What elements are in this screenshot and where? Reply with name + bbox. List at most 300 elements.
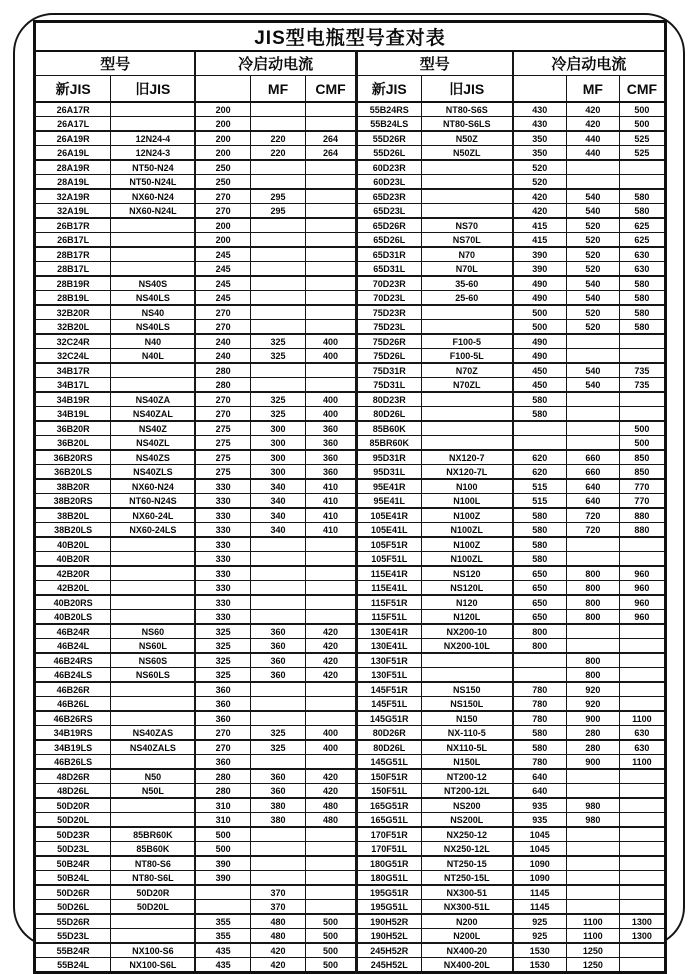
- cell-cmf-left: 360: [306, 421, 356, 436]
- cell-cmf-left: [306, 755, 356, 770]
- cell-mf-left: [250, 552, 306, 567]
- cell-new-jis-left: 48D26R: [35, 769, 111, 784]
- cell-mf-left: [250, 711, 306, 726]
- cell-old-jis-right: [421, 421, 512, 436]
- cell-new-jis-right: 195G51R: [356, 885, 421, 900]
- cell-mf-right: [566, 842, 619, 857]
- cell-cca-left: 310: [195, 798, 250, 813]
- cell-cca-right: 1530: [513, 943, 567, 958]
- cell-cmf-left: 400: [306, 407, 356, 422]
- cell-mf-left: [250, 566, 306, 581]
- cell-cmf-left: [306, 871, 356, 886]
- cell-cca-left: 280: [195, 378, 250, 393]
- cell-cmf-left: 360: [306, 436, 356, 451]
- cell-cmf-left: [306, 827, 356, 842]
- cell-new-jis-left: 50D20R: [35, 798, 111, 813]
- cell-cca-left: 360: [195, 711, 250, 726]
- cell-cmf-left: 500: [306, 958, 356, 973]
- cell-old-jis-left: NS40: [111, 305, 196, 320]
- table-row: [35, 450, 666, 465]
- table-row: [35, 755, 666, 770]
- cell-old-jis-right: NS150: [421, 682, 512, 697]
- cell-cmf-right: [619, 900, 665, 915]
- cell-cmf-left: [306, 885, 356, 900]
- cell-cca-left: 390: [195, 856, 250, 871]
- cell-cca-left: 270: [195, 189, 250, 204]
- cell-old-jis-left: NS40ZA: [111, 392, 196, 407]
- cell-old-jis-left: 50D20L: [111, 900, 196, 915]
- cell-new-jis-right: 150F51R: [356, 769, 421, 784]
- cell-mf-left: [250, 856, 306, 871]
- cell-mf-left: 370: [250, 900, 306, 915]
- cell-cmf-right: [619, 653, 665, 668]
- cell-cca-right: 580: [513, 523, 567, 538]
- cell-old-jis-right: NS120: [421, 566, 512, 581]
- cell-old-jis-left: NS40ZAL: [111, 407, 196, 422]
- cell-old-jis-left: 85B60K: [111, 842, 196, 857]
- cell-mf-left: 380: [250, 798, 306, 813]
- cell-cmf-left: 400: [306, 726, 356, 741]
- cell-old-jis-right: NT80-S6LS: [421, 117, 512, 132]
- cell-mf-left: [250, 610, 306, 625]
- cell-new-jis-left: 50D20L: [35, 813, 111, 828]
- cell-mf-right: 660: [566, 465, 619, 480]
- cell-new-jis-right: 65D31R: [356, 247, 421, 262]
- cell-mf-left: 300: [250, 465, 306, 480]
- cell-cmf-right: 630: [619, 726, 665, 741]
- cell-cca-right: 1145: [513, 900, 567, 915]
- cell-old-jis-right: NT200-12L: [421, 784, 512, 799]
- cell-old-jis-right: NT250-15L: [421, 871, 512, 886]
- cell-mf-right: [566, 856, 619, 871]
- cell-old-jis-right: [421, 175, 512, 190]
- cell-mf-left: [250, 218, 306, 233]
- table-row: [35, 537, 666, 552]
- cell-cca-right: 620: [513, 465, 567, 480]
- cell-cca-left: 390: [195, 871, 250, 886]
- cell-cca-left: 270: [195, 740, 250, 755]
- cell-mf-left: [250, 102, 306, 117]
- cell-old-jis-right: N100ZL: [421, 523, 512, 538]
- cell-old-jis-right: NS70L: [421, 233, 512, 248]
- cell-old-jis-right: NS70: [421, 218, 512, 233]
- cell-cca-left: 275: [195, 436, 250, 451]
- cell-cmf-left: 420: [306, 769, 356, 784]
- cell-cca-left: 310: [195, 813, 250, 828]
- cell-new-jis-left: 50D23R: [35, 827, 111, 842]
- cell-old-jis-right: NX250-12: [421, 827, 512, 842]
- cell-new-jis-right: 145G51R: [356, 711, 421, 726]
- cell-cmf-right: [619, 175, 665, 190]
- cell-new-jis-right: 170F51R: [356, 827, 421, 842]
- cell-mf-right: 520: [566, 262, 619, 277]
- cell-cca-left: [195, 900, 250, 915]
- cell-mf-left: 360: [250, 624, 306, 639]
- cell-mf-left: 300: [250, 421, 306, 436]
- table-row: [35, 813, 666, 828]
- cell-cca-right: 490: [513, 334, 567, 349]
- cell-old-jis-right: N120L: [421, 610, 512, 625]
- cell-old-jis-right: N200: [421, 914, 512, 929]
- cell-cmf-right: [619, 842, 665, 857]
- cell-mf-right: 800: [566, 595, 619, 610]
- table-row: [35, 320, 666, 335]
- cell-cmf-left: [306, 320, 356, 335]
- cell-new-jis-left: 28B17L: [35, 262, 111, 277]
- cell-cmf-right: 960: [619, 610, 665, 625]
- cell-old-jis-left: NX60-N24L: [111, 204, 196, 219]
- table-row: [35, 276, 666, 291]
- cell-old-jis-left: [111, 610, 196, 625]
- cell-cca-left: 435: [195, 958, 250, 973]
- cell-new-jis-left: 28B17R: [35, 247, 111, 262]
- cell-cmf-left: [306, 537, 356, 552]
- cell-cmf-left: [306, 566, 356, 581]
- cell-mf-left: [250, 363, 306, 378]
- header-model-group-left: 型号: [35, 51, 196, 76]
- cell-mf-left: 360: [250, 769, 306, 784]
- cell-mf-left: [250, 595, 306, 610]
- cell-mf-right: [566, 624, 619, 639]
- cell-cmf-left: [306, 218, 356, 233]
- cell-new-jis-left: 42B20R: [35, 566, 111, 581]
- cell-cmf-right: 960: [619, 566, 665, 581]
- cell-old-jis-left: NS60: [111, 624, 196, 639]
- cell-cca-left: 360: [195, 755, 250, 770]
- cell-new-jis-right: 55D26R: [356, 131, 421, 146]
- cell-mf-right: 720: [566, 523, 619, 538]
- cell-new-jis-left: 50D23L: [35, 842, 111, 857]
- table-row: [35, 842, 666, 857]
- cell-mf-right: 920: [566, 697, 619, 712]
- cell-cca-right: 520: [513, 175, 567, 190]
- cell-mf-left: [250, 262, 306, 277]
- cell-old-jis-right: N50ZL: [421, 146, 512, 161]
- cell-cmf-right: 770: [619, 479, 665, 494]
- cell-cmf-left: [306, 552, 356, 567]
- header-cmf-left: CMF: [306, 76, 356, 103]
- cell-cmf-right: [619, 639, 665, 654]
- cell-new-jis-right: 115F51R: [356, 595, 421, 610]
- cell-cca-right: 580: [513, 508, 567, 523]
- cell-new-jis-right: 165G51L: [356, 813, 421, 828]
- cell-cca-right: 490: [513, 291, 567, 306]
- cell-new-jis-right: 105E41L: [356, 523, 421, 538]
- cell-old-jis-left: [111, 798, 196, 813]
- cell-mf-left: [250, 276, 306, 291]
- cell-mf-right: 640: [566, 479, 619, 494]
- table-row: [35, 392, 666, 407]
- cell-mf-left: [250, 320, 306, 335]
- cell-cmf-right: [619, 160, 665, 175]
- cell-cmf-right: [619, 827, 665, 842]
- cell-new-jis-left: 28B19R: [35, 276, 111, 291]
- cell-cca-right: 935: [513, 813, 567, 828]
- cell-old-jis-left: NT60-N24S: [111, 494, 196, 509]
- cell-old-jis-left: [111, 117, 196, 132]
- cell-old-jis-left: NS40ZS: [111, 450, 196, 465]
- cell-old-jis-right: N100Z: [421, 508, 512, 523]
- cell-cca-right: 415: [513, 218, 567, 233]
- cell-cmf-right: 580: [619, 276, 665, 291]
- cell-old-jis-left: [111, 581, 196, 596]
- cell-new-jis-right: 75D23L: [356, 320, 421, 335]
- table-row: [35, 740, 666, 755]
- cell-cmf-right: [619, 798, 665, 813]
- cell-new-jis-left: 26A17R: [35, 102, 111, 117]
- cell-mf-left: [250, 697, 306, 712]
- table-row: [35, 595, 666, 610]
- cell-cmf-left: [306, 595, 356, 610]
- cell-cmf-left: [306, 900, 356, 915]
- cell-old-jis-right: NS200L: [421, 813, 512, 828]
- table-row: [35, 160, 666, 175]
- cell-cmf-right: [619, 668, 665, 683]
- cell-mf-left: [250, 160, 306, 175]
- cell-cca-left: 240: [195, 349, 250, 364]
- cell-cca-left: 250: [195, 175, 250, 190]
- table-row: [35, 581, 666, 596]
- cell-mf-right: 540: [566, 291, 619, 306]
- cell-new-jis-left: 55D23L: [35, 929, 111, 944]
- cell-old-jis-left: [111, 682, 196, 697]
- cell-mf-left: [250, 117, 306, 132]
- cell-old-jis-left: [111, 262, 196, 277]
- cell-cmf-right: 1300: [619, 914, 665, 929]
- cell-new-jis-left: 46B24L: [35, 639, 111, 654]
- cell-old-jis-right: NX200-10: [421, 624, 512, 639]
- cell-old-jis-left: 85BR60K: [111, 827, 196, 842]
- cell-old-jis-right: NX110-5L: [421, 740, 512, 755]
- cell-old-jis-left: [111, 813, 196, 828]
- cell-mf-right: 900: [566, 755, 619, 770]
- cell-cmf-right: [619, 334, 665, 349]
- cell-new-jis-right: 245H52R: [356, 943, 421, 958]
- cell-cmf-right: 580: [619, 320, 665, 335]
- cell-old-jis-left: NT50-N24L: [111, 175, 196, 190]
- cell-new-jis-right: 130F51R: [356, 653, 421, 668]
- cell-old-jis-right: N50Z: [421, 131, 512, 146]
- cell-cca-right: 450: [513, 363, 567, 378]
- cell-mf-right: [566, 900, 619, 915]
- cell-old-jis-right: N100Z: [421, 537, 512, 552]
- cell-cca-right: 640: [513, 769, 567, 784]
- cell-mf-right: [566, 407, 619, 422]
- cell-new-jis-left: 34B19LS: [35, 740, 111, 755]
- header-mf-left: MF: [250, 76, 306, 103]
- cell-cmf-left: [306, 378, 356, 393]
- cell-old-jis-right: NT250-15: [421, 856, 512, 871]
- cell-cca-right: 1090: [513, 871, 567, 886]
- cell-mf-right: 540: [566, 378, 619, 393]
- cell-new-jis-left: 55B24R: [35, 943, 111, 958]
- table-row: [35, 885, 666, 900]
- cell-mf-right: 540: [566, 189, 619, 204]
- cell-cmf-left: [306, 204, 356, 219]
- cell-cca-right: 390: [513, 262, 567, 277]
- cell-old-jis-right: [421, 189, 512, 204]
- header-new-jis-left: 新JIS: [35, 76, 111, 103]
- cell-cca-left: 280: [195, 784, 250, 799]
- cell-cmf-right: 500: [619, 102, 665, 117]
- cell-new-jis-right: 130F51L: [356, 668, 421, 683]
- table-row: [35, 769, 666, 784]
- cell-cca-right: 350: [513, 131, 567, 146]
- cell-mf-left: 300: [250, 436, 306, 451]
- cell-new-jis-left: 26A19R: [35, 131, 111, 146]
- table-row: [35, 204, 666, 219]
- table-row: [35, 494, 666, 509]
- cell-new-jis-right: 115E41R: [356, 566, 421, 581]
- cell-old-jis-left: [111, 363, 196, 378]
- cell-old-jis-right: NX120-7L: [421, 465, 512, 480]
- cell-mf-left: 325: [250, 392, 306, 407]
- cell-cca-right: 650: [513, 610, 567, 625]
- cell-cmf-right: [619, 537, 665, 552]
- cell-mf-left: 300: [250, 450, 306, 465]
- cell-cca-right: 420: [513, 189, 567, 204]
- table-row: [35, 711, 666, 726]
- cell-mf-right: 520: [566, 305, 619, 320]
- table-row: [35, 233, 666, 248]
- cell-cca-right: 580: [513, 740, 567, 755]
- table-row: [35, 929, 666, 944]
- cell-new-jis-right: 65D26R: [356, 218, 421, 233]
- cell-cmf-left: [306, 842, 356, 857]
- cell-cca-right: 640: [513, 784, 567, 799]
- cell-cca-right: 350: [513, 146, 567, 161]
- cell-cca-left: 330: [195, 479, 250, 494]
- cell-old-jis-left: [111, 566, 196, 581]
- cell-cca-right: [513, 668, 567, 683]
- cell-cmf-left: 410: [306, 479, 356, 494]
- cell-mf-right: 640: [566, 494, 619, 509]
- cell-mf-right: [566, 885, 619, 900]
- cell-mf-left: 295: [250, 204, 306, 219]
- cell-mf-right: 800: [566, 668, 619, 683]
- cell-new-jis-right: 75D31L: [356, 378, 421, 393]
- cell-mf-left: 325: [250, 349, 306, 364]
- cell-cca-right: 580: [513, 392, 567, 407]
- cell-mf-right: [566, 871, 619, 886]
- cell-cmf-left: 400: [306, 349, 356, 364]
- cell-mf-right: [566, 827, 619, 842]
- table-row: [35, 131, 666, 146]
- cell-cca-right: 490: [513, 276, 567, 291]
- cell-old-jis-right: N100ZL: [421, 552, 512, 567]
- cell-new-jis-right: 65D23R: [356, 189, 421, 204]
- cell-cca-right: 935: [513, 798, 567, 813]
- cell-mf-left: 325: [250, 334, 306, 349]
- cell-cmf-right: [619, 392, 665, 407]
- cell-cca-right: 620: [513, 450, 567, 465]
- cell-old-jis-right: [421, 305, 512, 320]
- cell-old-jis-left: N40L: [111, 349, 196, 364]
- cell-mf-left: 340: [250, 523, 306, 538]
- cell-new-jis-left: 34B19R: [35, 392, 111, 407]
- cell-cca-right: 515: [513, 494, 567, 509]
- cell-mf-right: [566, 552, 619, 567]
- cell-new-jis-right: 180G51L: [356, 871, 421, 886]
- cell-cca-left: 360: [195, 682, 250, 697]
- cell-new-jis-right: 145G51L: [356, 755, 421, 770]
- cell-old-jis-left: NS40ZLS: [111, 465, 196, 480]
- cell-cca-right: 1530: [513, 958, 567, 973]
- cell-mf-left: 360: [250, 653, 306, 668]
- cell-old-jis-left: NS40ZALS: [111, 740, 196, 755]
- cell-mf-left: [250, 291, 306, 306]
- cell-mf-left: 340: [250, 508, 306, 523]
- cell-cca-left: 500: [195, 827, 250, 842]
- cell-cca-left: 240: [195, 334, 250, 349]
- header-new-jis-right: 新JIS: [356, 76, 421, 103]
- cell-cmf-right: 735: [619, 363, 665, 378]
- cell-cca-right: 500: [513, 305, 567, 320]
- table-row: [35, 682, 666, 697]
- cell-mf-right: [566, 537, 619, 552]
- cell-new-jis-right: 180G51R: [356, 856, 421, 871]
- cell-cca-left: 245: [195, 276, 250, 291]
- cell-old-jis-left: 50D20R: [111, 885, 196, 900]
- cell-cmf-left: [306, 581, 356, 596]
- cell-new-jis-left: 26B17R: [35, 218, 111, 233]
- cell-old-jis-right: [421, 204, 512, 219]
- cell-old-jis-left: [111, 233, 196, 248]
- cell-cmf-left: 360: [306, 450, 356, 465]
- table-row: [35, 508, 666, 523]
- cell-cmf-right: 880: [619, 523, 665, 538]
- cell-new-jis-right: 60D23L: [356, 175, 421, 190]
- cell-cmf-right: [619, 349, 665, 364]
- cell-mf-left: 340: [250, 479, 306, 494]
- cell-old-jis-right: 25-60: [421, 291, 512, 306]
- cell-cmf-left: 420: [306, 624, 356, 639]
- cell-cmf-left: [306, 610, 356, 625]
- table-row: [35, 334, 666, 349]
- cell-cca-right: 580: [513, 552, 567, 567]
- cell-mf-left: 380: [250, 813, 306, 828]
- cell-cmf-right: [619, 958, 665, 973]
- cell-cca-right: 780: [513, 755, 567, 770]
- cell-cca-right: 1090: [513, 856, 567, 871]
- cell-cmf-right: [619, 407, 665, 422]
- cell-new-jis-right: 105F51L: [356, 552, 421, 567]
- cell-mf-left: 480: [250, 929, 306, 944]
- cell-new-jis-left: 46B24LS: [35, 668, 111, 683]
- cell-cca-right: 420: [513, 204, 567, 219]
- group-header-row: [35, 51, 666, 76]
- header-cca-group-right: 冷启动电流: [513, 51, 666, 76]
- cell-new-jis-left: 50D26L: [35, 900, 111, 915]
- cell-new-jis-left: 32B20L: [35, 320, 111, 335]
- cell-cmf-left: 420: [306, 784, 356, 799]
- cell-cca-left: 245: [195, 291, 250, 306]
- cell-old-jis-left: NX60-24L: [111, 508, 196, 523]
- cell-cmf-right: 580: [619, 291, 665, 306]
- cell-cca-left: 325: [195, 624, 250, 639]
- cell-mf-left: 360: [250, 668, 306, 683]
- title-row: [35, 22, 666, 52]
- cell-old-jis-right: [421, 160, 512, 175]
- cell-cca-right: [513, 421, 567, 436]
- cell-new-jis-left: 40B20L: [35, 537, 111, 552]
- cell-new-jis-left: 38B20L: [35, 508, 111, 523]
- cell-cca-right: 1145: [513, 885, 567, 900]
- cell-old-jis-right: [421, 320, 512, 335]
- table-row: [35, 378, 666, 393]
- cell-cca-left: 275: [195, 450, 250, 465]
- cell-new-jis-right: 75D26L: [356, 349, 421, 364]
